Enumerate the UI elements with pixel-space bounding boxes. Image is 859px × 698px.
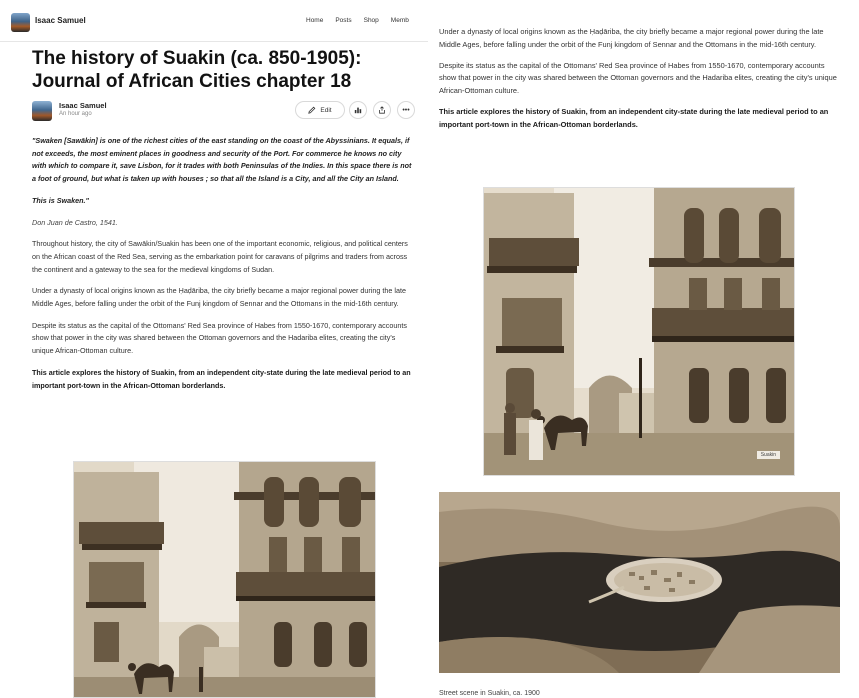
paragraph-intro: This article explores the history of Suakin, from an independent city-state during the late medieval period to an important port-town in the African-Ottoman borderlands. [32,367,411,390]
nav-posts[interactable]: Posts [335,17,352,24]
stats-button[interactable] [349,101,367,119]
opening-quote: "Swaken [Sawākin] is one of the richest cities of the east standing on the coast of the Abyssinians. It equals, if not exceeds, the most eminent places in goodness and security of the Port. For commerce he knows no city with which to compare it, save Lisbon, for it trades with both Peninsulas of the Indies. In this space there is not a foot of ground, but what is taken up with houses ; so that all the Island is a City, and all the City an Island. [32,136,412,184]
publication-name[interactable]: Isaac Samuel [35,16,86,25]
ellipsis-icon: ••• [402,106,410,114]
street-photo-large[interactable] [483,187,795,476]
post-time: An hour ago [59,111,92,117]
byline [32,100,420,122]
edit-button[interactable] [295,101,345,119]
edit-label: Edit [320,106,332,114]
paragraph: Despite its status as the capital of the Ottomans' Red Sea province of Habes from 1550-1670, contemporary accounts show that power in the city was shared between the Ottoman governors and the Hadariba elites, creating the city's unique African-Ottoman culture. [32,320,407,356]
article-window-right [430,0,859,698]
author-name[interactable]: Isaac Samuel [59,101,107,110]
article-body-continued [439,26,839,140]
top-nav [306,17,409,24]
aerial-photo[interactable] [439,492,840,673]
pencil-icon [308,106,316,114]
street-photo-image [74,462,376,698]
nav-members[interactable]: Memb [390,17,409,24]
nav-shop[interactable]: Shop [363,17,379,24]
quote-end: This is Swaken." [32,195,89,205]
paragraph: Despite its status as the capital of the Ottomans' Red Sea province of Habes from 1550-1670, contemporary accounts show that power in the city was shared between the Ottoman governors and the Hadariba elites, creating the city's unique African-Ottoman culture. [439,60,837,96]
aerial-photo-image [439,492,840,673]
street-photo-large-image [484,188,795,476]
quote-source: Don Juan de Castro, 1541. [32,217,118,227]
paragraph: Throughout history, the city of Sawākin/Suakin has been one of the important economic, religious, and political centers on the African coast of the Red Sea, serving as the embarkation point for caravans of pilgrims and traders from across the continent and a gateway to the sea for the medieval kingdoms of Sudan. [32,239,408,274]
article-body [32,135,417,401]
photo-caption: Street scene in Suakin, ca. 1900 [439,690,540,697]
photo-label: Suakin [757,451,780,459]
paragraph-intro: This article explores the history of Suakin, from an independent city-state during the late medieval period to an important port-town in the African-Ottoman borderlands. [439,106,829,129]
author-avatar[interactable] [32,101,52,121]
paragraph: Under a dynasty of local origins known as the Ḥaḍāriba, the city briefly became a major regional power during the late Middle Ages, before falling under the orbit of the Funj kingdom of Sennar and the Ottomans in the mid-16th century. [439,27,824,49]
article-window-left [0,0,428,698]
nav-home[interactable]: Home [306,17,324,24]
share-button[interactable] [373,101,391,119]
publication-header [0,0,428,42]
article-title: The history of Suakin (ca. 850-1905): Journal of African Cities chapter 18 [32,48,362,92]
more-options-button[interactable] [397,101,415,119]
share-icon [378,106,386,114]
bar-chart-icon [354,106,362,114]
paragraph: Under a dynasty of local origins known as the Ḥaḍāriba, the city briefly became a major regional power during the late Middle Ages, before falling under the orbit of the Funj kingdom of Sennar and the Ottomans in the mid-16th century. [32,286,406,309]
street-photo[interactable] [73,461,376,698]
publication-logo[interactable] [11,13,30,32]
